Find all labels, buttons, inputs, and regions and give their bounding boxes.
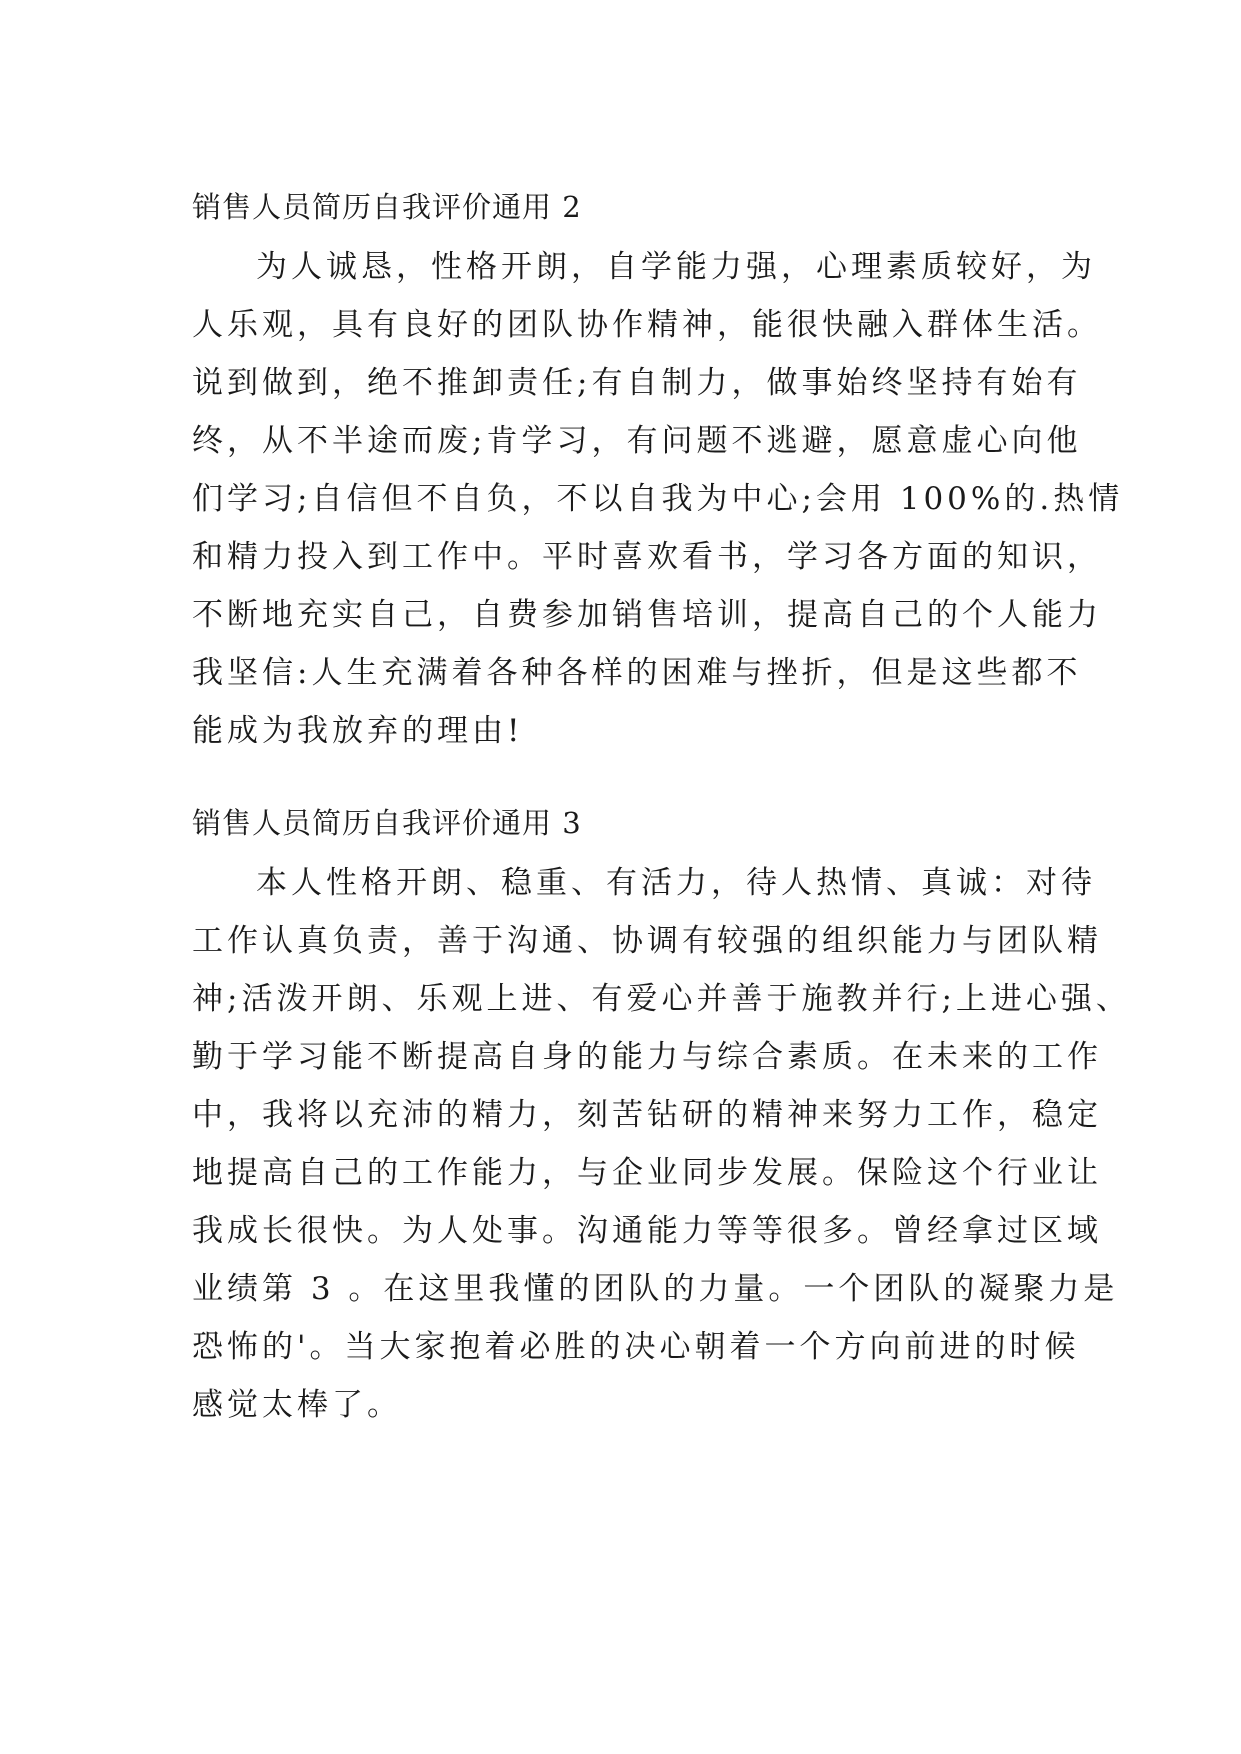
paragraph-line: 勤于学习能不断提高自身的能力与综合素质。在未来的工作 xyxy=(192,1039,1102,1075)
paragraph-line: 终，从不半途而废;肯学习，有问题不逃避，愿意虚心向他 xyxy=(192,423,1082,459)
paragraph-line: 们学习;自信但不自负，不以自我为中心;会用 100%的.热情 xyxy=(192,481,1124,517)
section-3 xyxy=(192,806,1131,1434)
paragraph-line: 感觉太棒了。 xyxy=(192,1387,402,1423)
paragraph-line: 为人诚恳，性格开朗，自学能力强，心理素质较好，为 xyxy=(256,249,1096,285)
section-2 xyxy=(192,190,1124,760)
paragraph-line: 中，我将以充沛的精力，刻苦钻研的精神来努力工作，稳定 xyxy=(192,1097,1102,1133)
document-page xyxy=(192,190,1131,1434)
section-paragraph xyxy=(192,854,1131,1434)
paragraph-line: 恐怖的'。当大家抱着必胜的决心朝着一个方向前进的时候 xyxy=(192,1329,1080,1365)
section-paragraph xyxy=(192,238,1124,760)
paragraph-line: 能成为我放弃的理由! xyxy=(192,713,524,749)
paragraph-line: 工作认真负责，善于沟通、协调有较强的组织能力与团队精 xyxy=(192,923,1102,959)
paragraph-line: 不断地充实自己，自费参加销售培训，提高自己的个人能力 xyxy=(192,597,1102,633)
paragraph-line: 和精力投入到工作中。平时喜欢看书，学习各方面的知识， xyxy=(192,539,1102,575)
paragraph-line: 我成长很快。为人处事。沟通能力等等很多。曾经拿过区域 xyxy=(192,1213,1102,1249)
paragraph-line: 人乐观，具有良好的团队协作精神，能很快融入群体生活。 xyxy=(192,307,1102,343)
paragraph-line: 本人性格开朗、稳重、有活力，待人热情、真诚：对待 xyxy=(256,865,1096,901)
section-heading: 销售人员简历自我评价通用 3 xyxy=(192,806,582,840)
paragraph-line: 神;活泼开朗、乐观上进、有爱心并善于施教并行;上进心强、 xyxy=(192,981,1131,1017)
paragraph-line: 业绩第 3 。在这里我懂的团队的力量。一个团队的凝聚力是 xyxy=(192,1271,1119,1307)
paragraph-line: 说到做到，绝不推卸责任;有自制力，做事始终坚持有始有 xyxy=(192,365,1082,401)
paragraph-line: 我坚信:人生充满着各种各样的困难与挫折，但是这些都不 xyxy=(192,655,1082,691)
paragraph-line: 地提高自己的工作能力，与企业同步发展。保险这个行业让 xyxy=(192,1155,1102,1191)
section-heading: 销售人员简历自我评价通用 2 xyxy=(192,190,582,224)
